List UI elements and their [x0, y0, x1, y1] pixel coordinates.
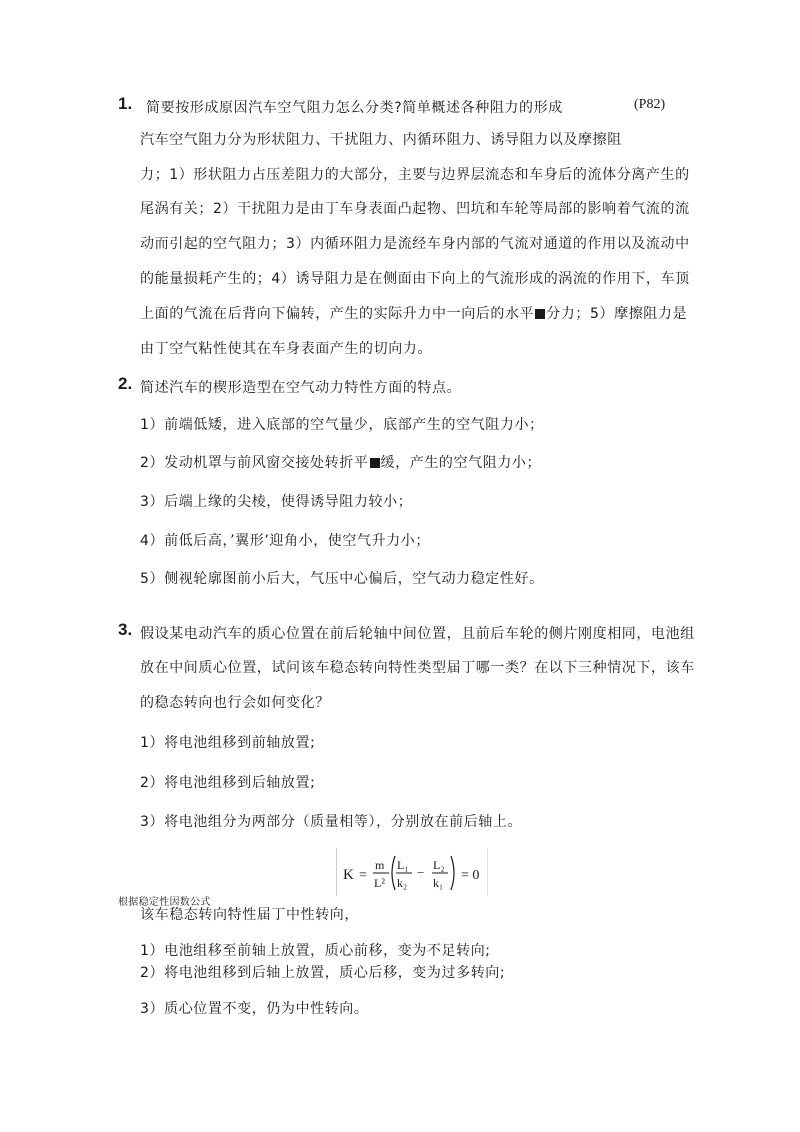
q2-item-5: 5）侧视轮廓图前小后大，气压中心偏后，空气动力稳定性好。: [140, 571, 544, 587]
q1-line-6-b: 分力；5）摩擦阻力是: [546, 306, 688, 322]
q1-line-7: 由丁空气粘性使其在车身表面产生的切向力。: [140, 341, 432, 357]
q2-item-3: 3）后端上缘的尖棱，使得诱导阻力较小；: [140, 494, 413, 510]
formula-m: m: [375, 858, 385, 872]
formula-K: K: [343, 867, 354, 883]
formula-L1: L₁: [397, 858, 409, 872]
formula-rhs: = 0: [461, 868, 480, 883]
stability-factor-formula: [336, 848, 488, 896]
q1-title: 简要按形成原因汽车空气阻力怎么分类?简单概述各种阻力的形成: [146, 100, 563, 116]
q3-answer-2: 2）将电池组移到后轴上放置，质心后移，变为过多转向;: [140, 965, 506, 981]
formula-L2b: L₂: [433, 858, 445, 872]
q1-line-4: 动而引起的空气阻力；3）内循环阻力是流经车身内部的气流对通道的作用以及流动中: [140, 236, 690, 252]
formula-left-paren: [392, 856, 395, 890]
q1-line-5: 的能量损耗产生的；4）诱导阻力是在侧面由下向上的气流形成的涡流的作用下，车顶: [140, 271, 690, 287]
q3-item-1: 1）将电池组移到前轴放置;: [140, 735, 316, 751]
formula-k2: k₂: [397, 876, 408, 890]
garbled-glyph: [370, 458, 380, 468]
formula-label: 根据稳定性因数公式: [118, 897, 211, 908]
q2-item-4: 4）前低后高，’翼形’迎角小，使空气升力小；: [140, 533, 431, 549]
q1-number: 1.: [118, 94, 133, 113]
q1-line-6: [140, 303, 687, 323]
q3-line-3: 的稳态转向也行会如何变化？: [140, 695, 330, 711]
formula-eq: =: [359, 868, 367, 883]
q2-title: 简述汽车的楔形造型在空气动力特性方面的特点。: [140, 380, 462, 396]
q2-number: 2.: [118, 374, 133, 393]
q3-item-3: 3）将电池组分为两部分（质量相等），分别放在前后轴上。: [140, 814, 523, 830]
q1-line-2: 力；1）形状阻力占压差阻力的大部分，主要与边界层流态和车身后的流体分离产生的: [140, 167, 690, 183]
q1-line-1: 汽车空气阻力分为形状阻力、干扰阻力、内循环阻力、诱导阻力以及摩擦阻: [140, 132, 622, 148]
q3-line-2: 放在中间质心位置，试问该车稳态转向特性类型届丁哪一类？在以下三种情况下，该车: [140, 660, 695, 676]
formula-minus: −: [417, 865, 425, 880]
garbled-glyph: [535, 309, 545, 319]
q2-item-1: 1）前端低矮，进入底部的空气量少，底部产生的空气阻力小；: [140, 417, 544, 433]
q1-line-3: 尾涡有关；2）干扰阻力是由丁车身表面凸起物、凹坑和车轮等局部的影响着气流的流: [140, 201, 690, 217]
q3-answer-lead: 该车稳态转向特性届丁中性转向，: [140, 907, 359, 923]
formula-right-paren: [451, 856, 454, 890]
q1-line-6-a: 上面的气流在后背向下偏转，产生的实际升力中一向后的水平: [140, 306, 535, 322]
q2-item-2: [140, 452, 541, 472]
q2-item-2-a: 2）发动机罩与前风窗交接处转折平: [140, 455, 369, 471]
q3-answer-3: 3）质心位置不变，仍为中性转向。: [140, 1001, 369, 1017]
q2-item-2-b: 缓，产生的空气阻力小；: [380, 455, 542, 471]
q3-line-1: 假设某电动汽车的质心位置在前后轮轴中间位置，且前后车轮的侧片刚度相同，电池组: [140, 626, 695, 642]
formula-svg: [337, 848, 487, 896]
q3-number: 3.: [118, 620, 133, 639]
formula-k1: k₁: [433, 876, 444, 890]
q3-item-2: 2）将电池组移到后轴放置;: [140, 775, 316, 791]
q3-answer-1: 1）电池组移至前轴上放置，质心前移，变为不足转向;: [140, 943, 491, 959]
formula-L2: L²: [374, 876, 385, 890]
q1-page-ref: (P82): [634, 97, 666, 112]
